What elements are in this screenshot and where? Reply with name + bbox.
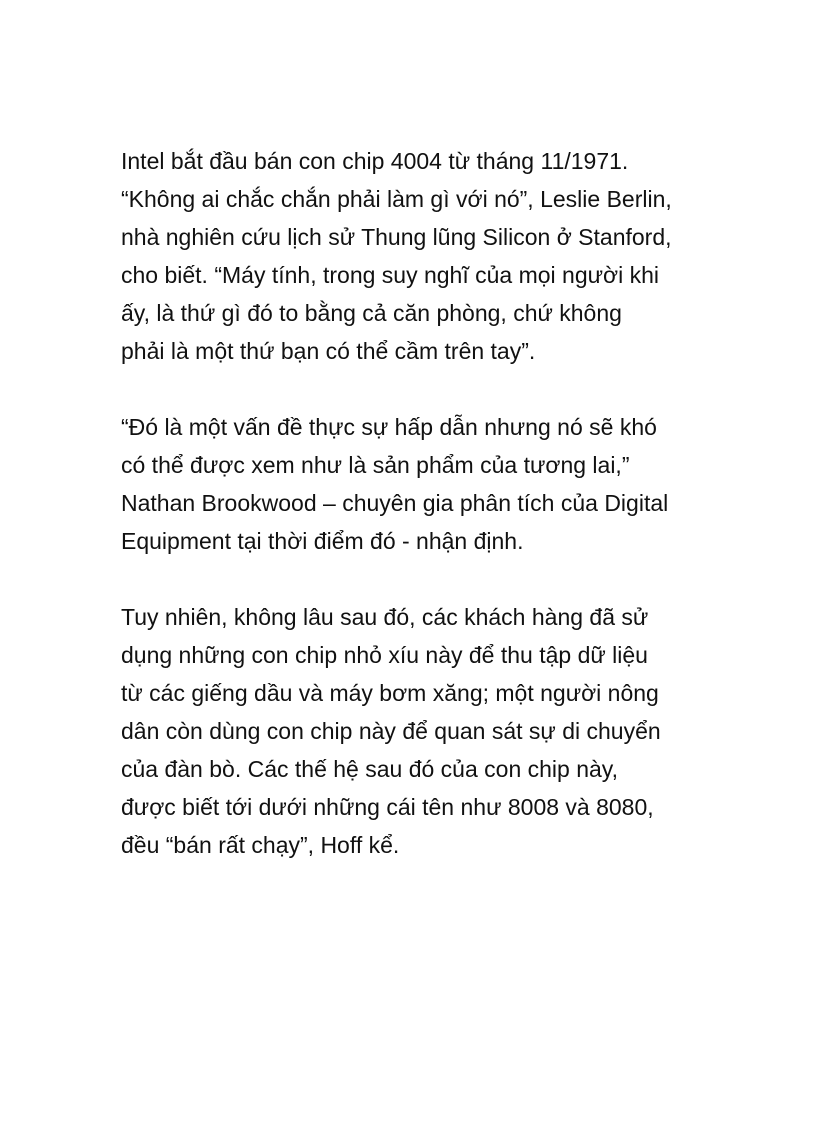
text-line: dụng những con chip nhỏ xíu này để thu tập dữ liệu <box>121 642 648 668</box>
text-line: được biết tới dưới những cái tên như 8008 và 8080, <box>121 794 654 820</box>
text-line: phải là một thứ bạn có thể cầm trên tay”. <box>121 338 536 364</box>
text-line: đều “bán rất chạy”, Hoff kể. <box>121 832 400 858</box>
text-line: cho biết. “Máy tính, trong suy nghĩ của mọi người khi <box>121 262 660 288</box>
paragraph-2 <box>121 408 721 560</box>
text-line: ấy, là thứ gì đó to bằng cả căn phòng, chứ không <box>121 300 622 326</box>
text-line: dân còn dùng con chip này để quan sát sự di chuyển <box>121 718 661 744</box>
paragraph-3 <box>121 598 721 864</box>
text-line: “Không ai chắc chắn phải làm gì với nó”, Leslie Berlin, <box>121 186 672 212</box>
text-line: có thể được xem như là sản phẩm của tương lai,” <box>121 452 630 478</box>
document-body <box>121 142 721 864</box>
paragraph-1 <box>121 142 721 370</box>
text-line: nhà nghiên cứu lịch sử Thung lũng Silicon ở Stanford, <box>121 224 672 250</box>
text-line: từ các giếng dầu và máy bơm xăng; một người nông <box>121 680 659 706</box>
text-line: Nathan Brookwood – chuyên gia phân tích của Digital <box>121 490 669 516</box>
text-line: Intel bắt đầu bán con chip 4004 từ tháng 11/1971. <box>121 148 629 174</box>
text-line: của đàn bò. Các thế hệ sau đó của con chip này, <box>121 756 618 782</box>
text-line: Tuy nhiên, không lâu sau đó, các khách hàng đã sử <box>121 604 649 630</box>
text-line: Equipment tại thời điểm đó - nhận định. <box>121 528 524 554</box>
text-line: “Đó là một vấn đề thực sự hấp dẫn nhưng nó sẽ khó <box>121 414 657 440</box>
